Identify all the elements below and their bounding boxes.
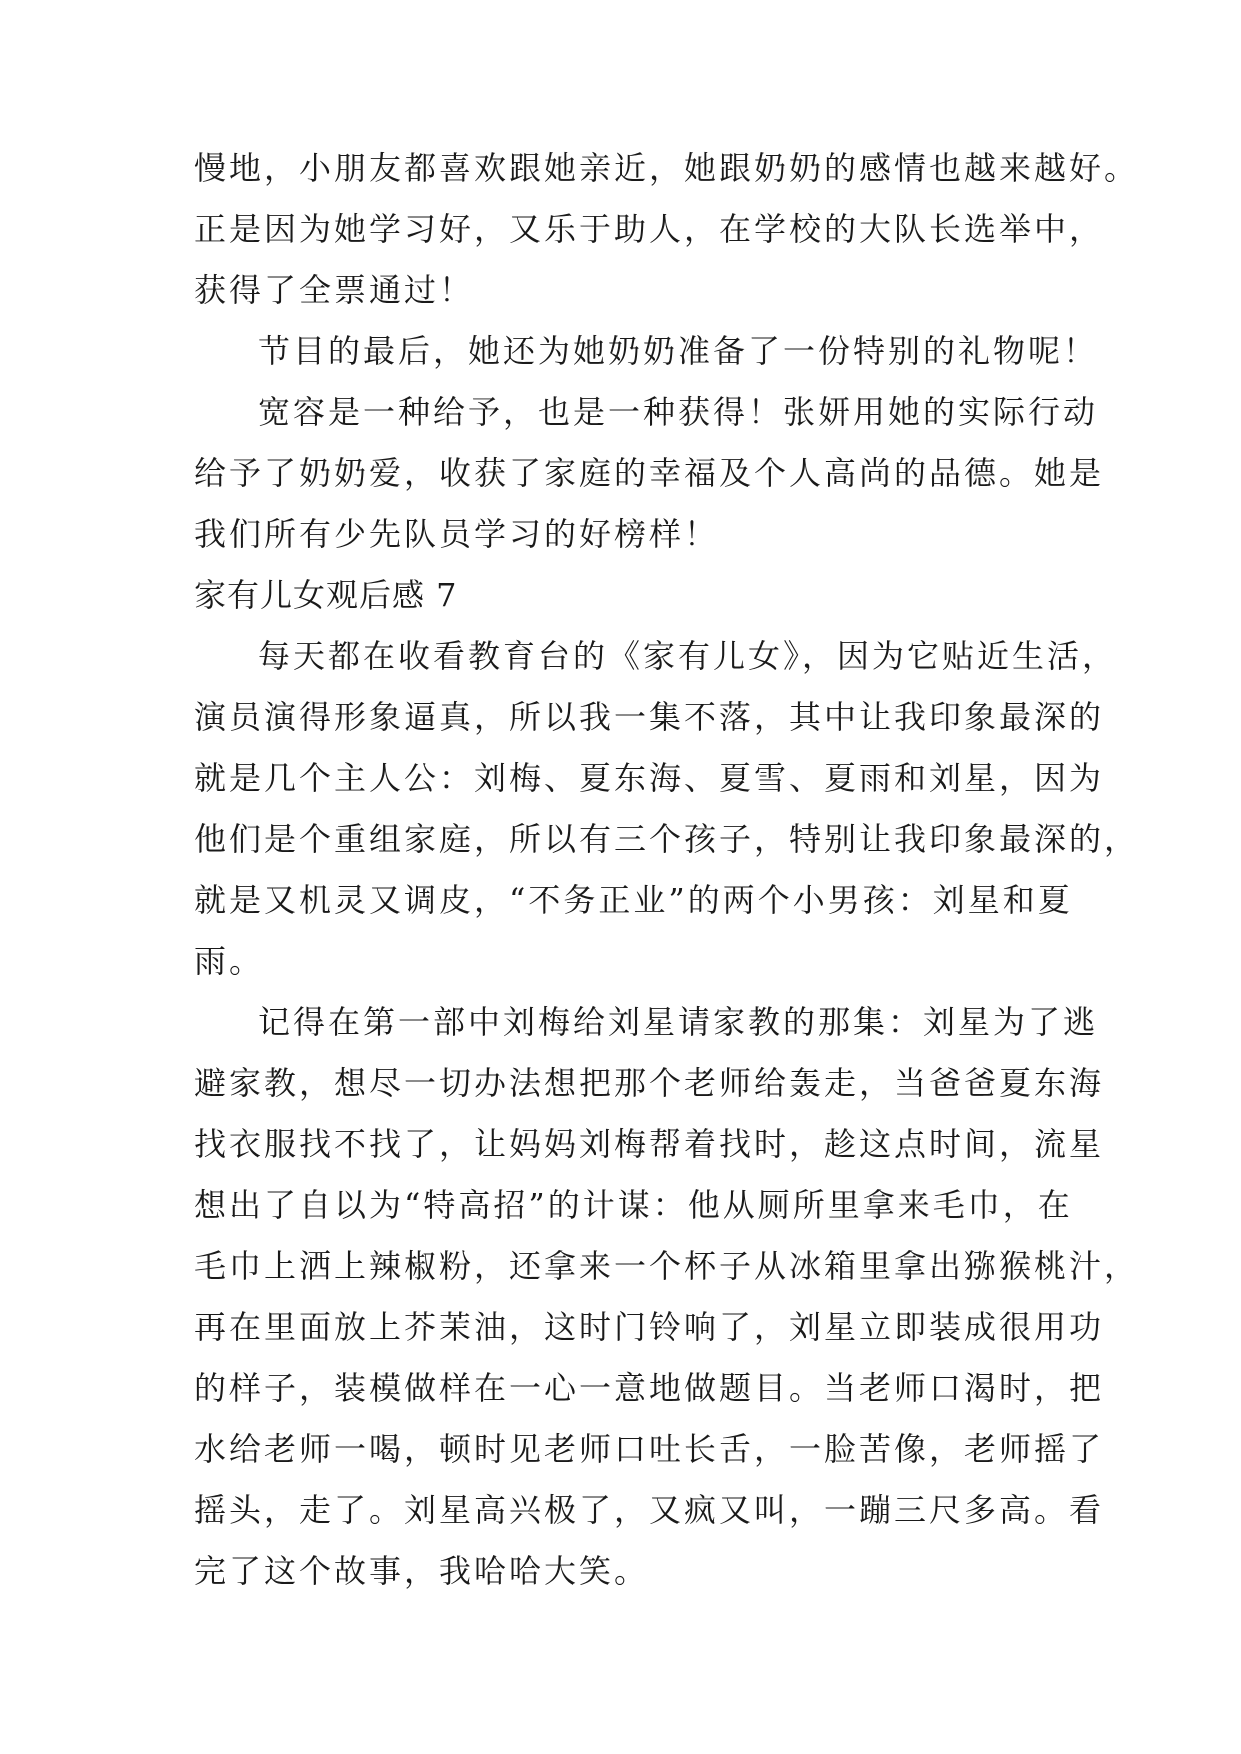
paragraph-line: 雨。 [194, 942, 265, 980]
paragraph-line: 完了这个故事，我哈哈大笑。 [194, 1552, 650, 1590]
paragraph-line: 慢地，小朋友都喜欢跟她亲近，她跟奶奶的感情也越来越好。 [194, 149, 1140, 187]
paragraph-line: 想出了自以为“特高招”的计谋：他从厕所里拿来毛巾，在 [194, 1186, 1073, 1224]
paragraph-line: 获得了全票通过！ [194, 271, 475, 309]
paragraph-line: 他们是个重组家庭，所以有三个孩子，特别让我印象最深的， [194, 820, 1140, 858]
paragraph-line: 就是几个主人公：刘梅、夏东海、夏雪、夏雨和刘星，因为 [194, 759, 1105, 797]
paragraph-line: 就是又机灵又调皮，“不务正业”的两个小男孩：刘星和夏 [194, 881, 1073, 919]
paragraph-line: 再在里面放上芥茉油，这时门铃响了，刘星立即装成很用功 [194, 1308, 1105, 1346]
paragraph-line: 找衣服找不找了，让妈妈刘梅帮着找时，趁这点时间，流星 [194, 1125, 1105, 1163]
paragraph-line: 的样子，装模做样在一心一意地做题目。当老师口渴时，把 [194, 1369, 1105, 1407]
paragraph-line: 摇头，走了。刘星高兴极了，又疯又叫，一蹦三尺多高。看 [194, 1491, 1105, 1529]
paragraph-line: 毛巾上洒上辣椒粉，还拿来一个杯子从冰箱里拿出猕猴桃汁， [194, 1247, 1140, 1285]
paragraph-line: 节目的最后，她还为她奶奶准备了一份特别的礼物呢！ [258, 332, 1099, 370]
paragraph-line: 我们所有少先队员学习的好榜样！ [194, 515, 720, 553]
paragraph-line: 水给老师一喝，顿时见老师口吐长舌，一脸苦像，老师摇了 [194, 1430, 1105, 1468]
paragraph-line: 避家教，想尽一切办法想把那个老师给轰走，当爸爸夏东海 [194, 1064, 1105, 1102]
paragraph-line: 正是因为她学习好，又乐于助人，在学校的大队长选举中， [194, 210, 1105, 248]
section-heading: 家有儿女观后感 7 [194, 576, 458, 614]
paragraph-line: 演员演得形象逼真，所以我一集不落，其中让我印象最深的 [194, 698, 1105, 736]
paragraph-line: 宽容是一种给予，也是一种获得！张妍用她的实际行动 [258, 393, 1099, 431]
paragraph-line: 每天都在收看教育台的《家有儿女》，因为它贴近生活， [258, 637, 1118, 675]
paragraph-line: 记得在第一部中刘梅给刘星请家教的那集：刘星为了逃 [258, 1003, 1099, 1041]
paragraph-line: 给予了奶奶爱，收获了家庭的幸福及个人高尚的品德。她是 [194, 454, 1105, 492]
